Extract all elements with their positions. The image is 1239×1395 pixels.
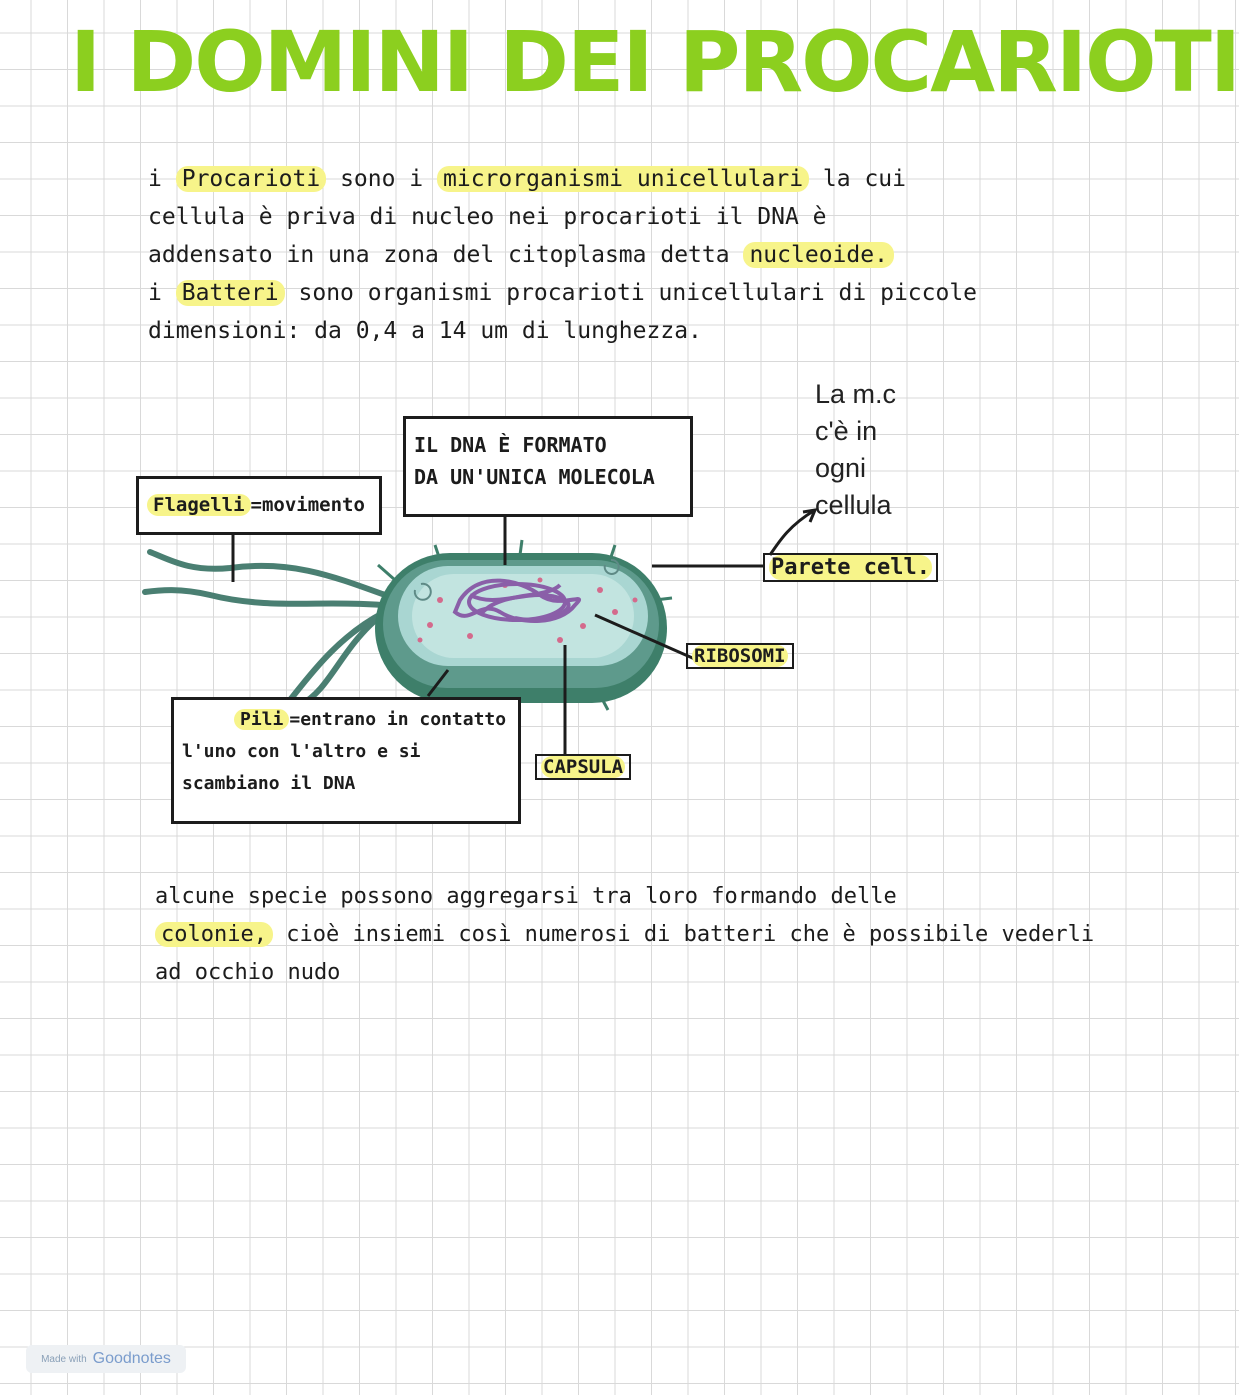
colonie-text: cioè insiemi così numerosi di batteri che è possibile vederli [286, 922, 1095, 947]
pili-line-3: scambiano il DNA [182, 773, 356, 794]
pili-label-box [171, 697, 521, 824]
intro-word: i [148, 280, 162, 306]
highlight-microrganismi: microrganismi unicellulari [437, 166, 809, 192]
colonie-line-1: alcune specie possono aggregarsi tra loro formando delle [155, 884, 897, 909]
intro-text: sono organismi procarioti unicellulari di piccole [298, 280, 978, 306]
intro-line-5: dimensioni: da 0,4 a 14 um di lunghezza. [148, 318, 702, 344]
colonie-paragraph [155, 878, 1094, 992]
pili-line-2: l'uno con l'altro e si [182, 741, 421, 762]
intro-word: i [148, 166, 162, 192]
page-title: I DOMINI DEI PROCARIOTI [70, 13, 1239, 111]
intro-text: la cui [822, 166, 906, 192]
highlight-procarioti: Procarioti [176, 166, 326, 192]
flagelli-text: =movimento [250, 494, 365, 516]
colonie-line-3: ad occhio nudo [155, 960, 341, 985]
highlight-colonie: colonie, [155, 922, 273, 947]
dna-label-line-1: IL DNA È FORMATO [414, 433, 607, 457]
note-line-2: c'è in [815, 416, 878, 446]
goodnotes-logo-text: Goodnotes [92, 1350, 171, 1367]
intro-line-2: cellula è priva di nucleo nei procarioti il DNA è [148, 204, 827, 230]
made-with-text: Made with [41, 1353, 87, 1365]
side-note [815, 376, 896, 524]
highlight-ribosomi: RIBOSOMI [694, 645, 786, 667]
ribosomi-label [686, 643, 794, 669]
pili-text: =entrano in contatto [289, 709, 507, 730]
highlight-flagelli: Flagelli [147, 494, 251, 516]
highlight-pili: Pili [234, 709, 289, 730]
highlight-parete: Parete cell. [771, 555, 930, 580]
note-line-1: La m.c [815, 379, 897, 409]
dna-label-box [403, 416, 693, 517]
highlight-nucleoide: nucleoide. [743, 242, 893, 268]
intro-text: sono i [340, 166, 424, 192]
dna-label-line-2: DA UN'UNICA MOLECOLA [414, 465, 655, 489]
capsula-label [535, 754, 631, 780]
highlight-batteri: Batteri [176, 280, 285, 306]
intro-text: addensato in una zona del citoplasma detta [148, 242, 730, 268]
note-line-3: ogni [815, 453, 867, 483]
highlight-capsula: CAPSULA [543, 756, 624, 778]
note-line-4: cellula [815, 490, 892, 520]
parete-label [763, 553, 938, 582]
flagelli-label-box [136, 476, 382, 535]
goodnotes-badge[interactable] [26, 1345, 186, 1373]
